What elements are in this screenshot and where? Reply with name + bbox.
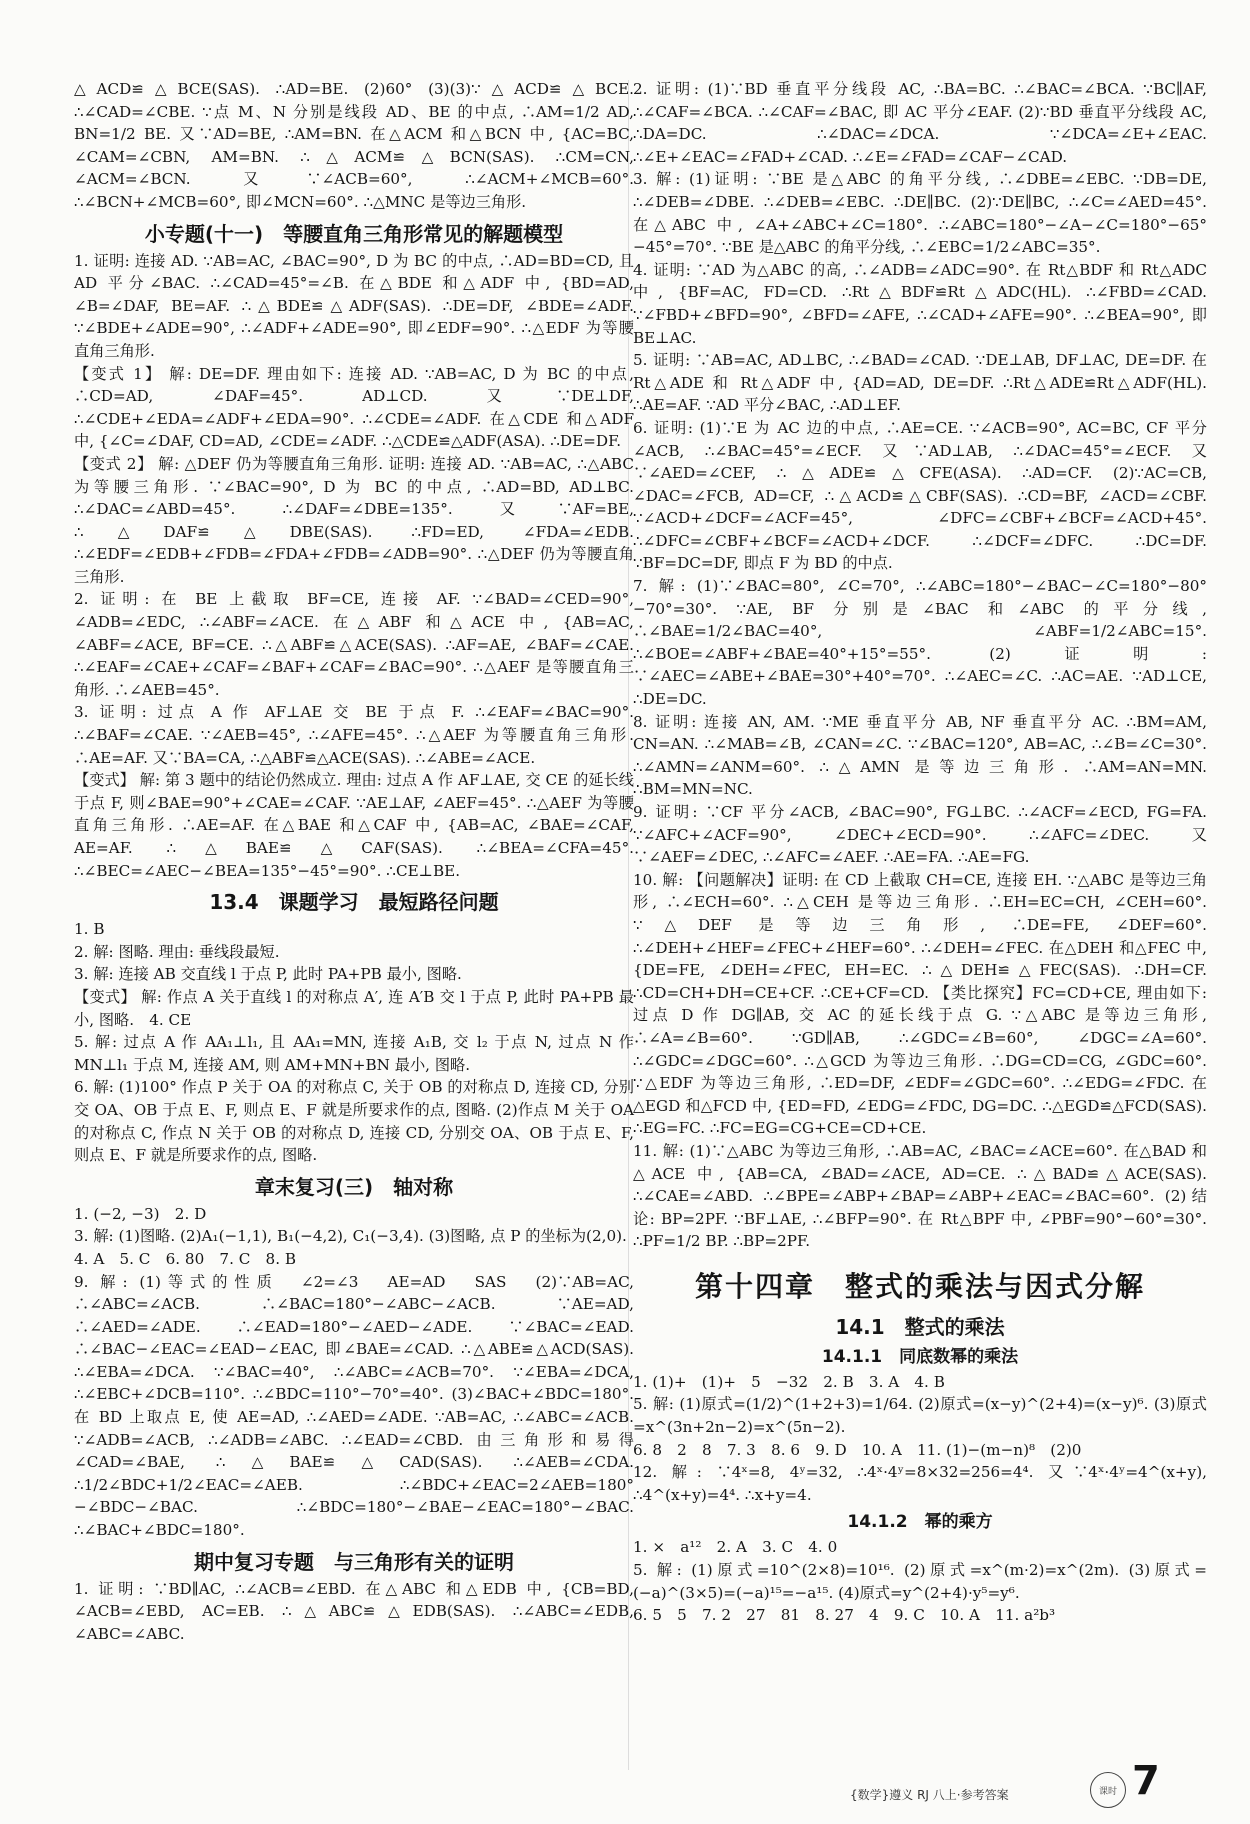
answer-paragraph: 1. B [74,920,105,939]
answer-paragraph: 5. 解: 过点 A 作 AA₁⊥l₁, 且 AA₁=MN, 连接 A₁B, 交 l₂ 于点 N, 过点 N 作 MN⊥l₁ 于点 M, 连接 AM, 则 AM+MN+BN 最小, 图略. [74,1033,634,1074]
answer-paragraph: 3. 解: 连接 AB 交直线 l 于点 P, 此时 PA+PB 最小, 图略. [74,965,462,984]
answer-paragraph: 2. 解: 图略. 理由: 垂线段最短. [74,942,280,961]
answer-paragraph: 9. 解: (1)等式的性质 ∠2=∠3 AE=AD SAS (2)∵AB=AC, ∴∠ABC=∠ACB. ∴∠BAC=180°−∠ABC−∠ACB. ∵AE=AD, ∴∠AED=∠ADE. ∴∠EAD=180°−∠AED−∠ADE. ∵∠BAC=∠EAD. ∴∠BAC−∠EAC=∠EAD−∠EAC, 即∠BAE=∠CAD. ∴△ABE≌△ACD(SAS). ∴∠EBA=∠DCA. ∵∠BAC=40°, ∴∠ABC=∠ACB=70°. ∵∠EBA=∠DCA, ∴∠EBC+∠DCB=110°. ∴∠BDC=110°−70°=40°. (3)∠BAC+∠BDC=180°. 在 BD 上取点 E, 使 AE=AD, ∴∠AED=∠ADE. ∵AB=AC, ∴∠ABC=∠ACB. ∵∠ADB=∠ACB, ∴∠ADB=∠ABC. ∴∠EAD=∠CBD. 由三角形和易得∠CAD=∠BAE, ∴△BAE≌△CAD(SAS). ∴∠AEB=∠CDA. ∴1/2∠BDC+1/2∠EAC=∠AEB. ∴∠BDC+∠EAC=2∠AEB=180°−∠BDC−∠BAC. ∴∠BDC=180°−∠BAE−∠EAC=180°−∠BAC. ∴∠BAC+∠BDC=180°. [74,1272,634,1540]
section-heading: 13.4 课题学习 最短路径问题 [209,890,499,915]
answer-paragraph: 3. 解: (1)图略. (2)A₁(−1,1), B₁(−4,2), C₁(−3,4). (3)图略, 点 P 的坐标为(2,0). [74,1227,627,1246]
answer-paragraph: 12. 解: ∵4ˣ=8, 4ʸ=32, ∴4ˣ·4ʸ=8×32=256=4⁴. 又∵4ˣ·4ʸ=4^(x+y), ∴4^(x+y)=4⁴. ∴x+y=4. [633,1463,1207,1504]
section-heading: 章末复习(三) 轴对称 [254,1174,454,1199]
answer-paragraph: 3. 解: (1)证明: ∵BE 是△ABC 的角平分线, ∴∠DBE=∠EBC. ∵DB=DE, ∴∠DEB=∠DBE. ∴∠DEB=∠EBC. ∴DE∥BC. (2)∵DE∥BC, ∴∠C=∠AED=45°. 在△ABC 中, ∠A+∠ABC+∠C=180°. ∴∠ABC=180°−∠A−∠C=180°−65°−45°=70°. ∵BE 是△ABC 的角平分线, ∴∠EBC=1/2∠ABC=35°. [633,170,1207,257]
answer-paragraph: 【变式 1】 解: DE=DF. 理由如下: 连接 AD. ∵AB=AC, D 为 BC 的中点, ∴CD=AD, ∠DAF=45°. AD⊥CD. 又∵DE⊥DF, ∴∠CDE+∠EDA=∠ADF+∠EDA=90°. ∴∠CDE=∠ADF. 在△CDE 和△ADF 中, {∠C=∠DAF, CD=AD, ∠CDE=∠ADF. ∴△CDE≌△ADF(ASA). ∴DE=DF. [74,364,634,451]
answer-paragraph: 1. (1)+ (1)+ 5 −32 2. B 3. A 4. B [633,1372,945,1391]
answer-paragraph: 10. 解: 【问题解决】证明: 在 CD 上截取 CH=CE, 连接 EH. ∵△ABC 是等边三角形, ∴∠ECH=60°. ∴△CEH 是等边三角形. ∴EH=EC=CH, ∠CEH=60°. ∵△DEF 是等边三角形, ∴DE=FE, ∠DEF=60°. ∴∠DEH+∠HEF=∠FEC+∠HEF=60°. ∴∠DEH=∠FEC. 在△DEH 和△FEC 中, {DE=FE, ∠DEH=∠FEC, EH=EC. ∴△DEH≌△FEC(SAS). ∴DH=CF. ∴CD=CH+DH=CE+CF. ∴CE+CF=CD. 【类比探究】FC=CD+CE, 理由如下: 过点 D 作 DG∥AB, 交 AC 的延长线于点 G. ∵△ABC 是等边三角形, ∴∠A=∠B=60°. ∵GD∥AB, ∴∠GDC=∠B=60°, ∠DGC=∠A=60°. ∴∠GDC=∠DGC=60°. ∴△GCD 为等边三角形. ∴DG=CD=CG, ∠GDC=60°. ∵△EDF 为等边三角形, ∴ED=DF, ∠EDF=∠GDC=60°. ∴∠EDG=∠FDC. 在△EGD 和△FCD 中, {ED=FD, ∠EDG=∠FDC, DG=DC. ∴△EGD≌△FCD(SAS). ∴EG=FC. ∴FC=EG=CG+CE=CD+CE. [633,870,1207,1138]
answer-paragraph: 1. 证明: 连接 AD. ∵AB=AC, ∠BAC=90°, D 为 BC 的中点, ∴AD=BD=CD, 且 AD 平分∠BAC. ∴∠CAD=45°=∠B. 在△BDE 和△ADF 中, {BD=AD, ∠B=∠DAF, BE=AF. ∴△BDE≌△ADF(SAS). ∴DE=DF, ∠BDE=∠ADF. ∵∠BDE+∠ADE=90°, ∴∠ADF+∠ADE=90°, 即∠EDF=90°. ∴△EDF 为等腰直角三角形. [74,251,634,360]
answer-paragraph: 6. 8 2 8 7. 3 8. 6 9. D 10. A 11. (1)−(m−n)⁸ (2)0 [633,1440,1082,1459]
answer-paragraph: 8. 证明: 连接 AN, AM. ∵ME 垂直平分 AB, NF 垂直平分 AC. ∴BM=AM, CN=AN. ∴∠MAB=∠B, ∠CAN=∠C. ∵∠BAC=120°, AB=AC, ∴∠B=∠C=30°. ∴∠AMN=∠ANM=60°. ∴△AMN 是等边三角形. ∴AM=AN=MN. ∴BM=MN=NC. [633,712,1207,799]
answer-paragraph: 1. (−2, −3) 2. D [74,1204,207,1223]
answer-paragraph: 9. 证明: ∵CF 平分∠ACB, ∠BAC=90°, FG⊥BC. ∴∠ACF=∠ECD, FG=FA. ∵∠AFC+∠ACF=90°, ∠DEC+∠ECD=90°. ∴∠AFC=∠DEC. 又∵∠AEF=∠DEC, ∴∠AFC=∠AEF. ∴AE=FA. ∴AE=FG. [633,803,1207,867]
answer-paragraph: 2. 证明: (1)∵BD 垂直平分线段 AC, ∴BA=BC. ∴∠BAC=∠BCA. ∵BC∥AF, ∴∠CAF=∠BCA. ∴∠CAF=∠BAC, 即 AC 平分∠EAF. (2)∵BD 垂直平分线段 AC, ∴DA=DC. ∴∠DAC=∠DCA. ∵∠DCA=∠E+∠EAC. ∴∠E+∠EAC=∠FAD+∠CAD. ∴∠E=∠FAD=∠CAF−∠CAD. [633,80,1207,166]
answer-paragraph: 5. 解: (1)原式=10^(2×8)=10¹⁶. (2)原式=x^(m·2)=x^(2m). (3)原式=(−a)^(3×5)=(−a)¹⁵=−a¹⁵. (4)原式=y^(2+4)·y⁵=y⁶. [633,1561,1207,1602]
answer-paragraph: 【变式 2】 解: △DEF 仍为等腰直角三角形. 证明: 连接 AD. ∵AB=AC, ∴△ABC 为等腰三角形. ∵∠BAC=90°, D 为 BC 的中点, ∴AD=BD, AD⊥BC. ∴∠DAC=∠ABD=45°. ∴∠DAF=∠DBE=135°. 又∵AF=BE, ∴△DAF≌△DBE(SAS). ∴FD=ED, ∠FDA=∠EDB. ∴∠EDF=∠EDB+∠FDB=∠FDA+∠FDB=∠ADB=90°. ∴△DEF 仍为等腰直角三角形. [74,454,634,586]
right-column [633,78,1207,1627]
page-number: 7 [1132,1758,1160,1804]
answer-paragraph: 11. 解: (1)∵△ABC 为等边三角形, ∴AB=AC, ∠BAC=∠ACE=60°. 在△BAD 和△ACE 中, {AB=CA, ∠BAD=∠ACE, AD=CE. ∴△BAD≌△ACE(SAS). ∴∠CAE=∠ABD. ∴∠BPE=∠ABP+∠BAP=∠ABP+∠EAC=∠BAC=60°. (2)结论: BP=2PF. ∵BF⊥AE, ∴∠BFP=90°. 在 Rt△BPF 中, ∠PBF=90°−60°=30°. ∴PF=1/2 BP. ∴BP=2PF. [633,1141,1207,1251]
section-heading: 14.1.2 幂的乘方 [847,1512,993,1533]
answer-paragraph: 6. 5 5 7. 2 27 81 8. 27 4 9. C 10. A 11. a²b³ [633,1606,1056,1625]
section-heading: 期中复习专题 与三角形有关的证明 [194,1549,514,1574]
answer-paragraph: 2. 证明: 在 BE 上截取 BF=CE, 连接 AF. ∵∠BAD=∠CED=90°, ∠ADB=∠EDC, ∴∠ABF=∠ACE. 在△ABF 和△ACE 中, {AB=AC, ∠ABF=∠ACE, BF=CE. ∴△ABF≌△ACE(SAS). ∴AF=AE, ∠BAF=∠CAE. ∴∠EAF=∠CAE+∠CAF=∠BAF+∠CAF=∠BAC=90°. ∴△AEF 是等腰直角三角形. ∴∠AEB=45°. [74,590,634,699]
answer-paragraph: 1. × a¹² 2. A 3. C 4. 0 [633,1538,838,1557]
answer-paragraph: 【变式】 解: 第 3 题中的结论仍然成立. 理由: 过点 A 作 AF⊥AE, 交 CE 的延长线于点 F, 则∠BAE=90°+∠CAE=∠CAF. ∵AE⊥AF, ∠AEF=45°. ∴△AEF 为等腰直角三角形. ∴AE=AF. 在△BAE 和△CAF 中, {AB=AC, ∠BAE=∠CAF, AE=AF. ∴△BAE≌△CAF(SAS). ∴∠BEA=∠CFA=45°. ∴∠BEC=∠AEC−∠BEA=135°−45°=90°. ∴CE⊥BE. [74,771,634,880]
answer-paragraph: 1. 证明: ∵BD∥AC, ∴∠ACB=∠EBD. 在△ABC 和△EDB 中, {CB=BD, ∠ACB=∠EBD, AC=EB. ∴△ABC≌△EDB(SAS). ∴∠ABC=∠EDB, ∠ABC=∠ABC. [74,1579,634,1643]
answer-paragraph: 4. 证明: ∵AD 为△ABC 的高, ∴∠ADB=∠ADC=90°. 在 Rt△BDF 和 Rt△ADC 中, {BF=AC, FD=CD. ∴Rt△BDF≌Rt△ADC(HL). ∴∠FBD=∠CAD. ∵∠FBD+∠BFD=90°, ∠BFD=∠AFE, ∴∠CAD+∠AFE=90°. ∴∠BEA=90°, 即 BE⊥AC. [633,260,1207,347]
section-heading: 小专题(十一) 等腰直角三角形常见的解题模型 [144,221,564,246]
answer-paragraph: 【变式】 解: 作点 A 关于直线 l 的对称点 A′, 连 A′B 交 l 于点 P, 此时 PA+PB 最小, 图略. 4. CE [74,987,634,1029]
section-heading: 14.1.1 同底数幂的乘法 [821,1346,1019,1367]
answer-paragraph: 3. 证明: 过点 A 作 AF⊥AE 交 BE 于点 F. ∴∠EAF=∠BAC=90°. ∴∠BAF=∠CAE. ∵∠AEB=45°, ∴∠AFE=45°. ∴△AEF 为等腰直角三角形. ∴AE=AF. 又∵BA=CA, ∴△ABF≌△ACE(SAS). ∴∠ABE=∠ACE. [74,703,634,767]
publisher-logo: 课时 [1090,1772,1126,1808]
section-heading: 第十四章 整式的乘法与因式分解 [694,1269,1145,1303]
answer-paragraph: 5. 证明: ∵AB=AC, AD⊥BC, ∴∠BAD=∠CAD. ∵DE⊥AB, DF⊥AC, DE=DF. 在 Rt△ADE 和 Rt△ADF 中, {AD=AD, DE=DF. ∴Rt△ADE≌Rt△ADF(HL). ∴AE=AF. ∵AD 平分∠BAC, ∴AD⊥EF. [633,351,1207,415]
answer-paragraph: 7. 解: (1)∵∠BAC=80°, ∠C=70°, ∴∠ABC=180°−∠BAC−∠C=180°−80°−70°=30°. ∵AE, BF 分别是∠BAC 和∠ABC 的平分线, ∴∠BAE=1/2∠BAC=40°, ∠ABF=1/2∠ABC=15°. ∴∠BOE=∠ABF+∠BAE=40°+15°=55°. (2)证明: ∵∠AEC=∠ABE+∠BAE=30°+40°=70°. ∴∠AEC=∠C. ∴AC=AE. ∵AD⊥CE, ∴DE=DC. [633,577,1207,709]
answer-paragraph: △ACD≌△BCE(SAS). ∴AD=BE. (2)60° (3)(3)∵△ACD≌△BCE. ∴∠CAD=∠CBE. ∵点 M、N 分别是线段 AD、BE 的中点, ∴AM=1/2 AD, BN=1/2 BE. 又∵AD=BE, ∴AM=BN. 在△ACM 和△BCN 中, {AC=BC, ∠CAM=∠CBN, AM=BN. ∴△ACM≌△BCN(SAS). ∴CM=CN, ∠ACM=∠BCN. 又∵∠ACB=60°, ∴∠ACM+∠MCB=60°. ∴∠BCN+∠MCB=60°, 即∠MCN=60°. ∴△MNC 是等边三角形. [74,80,634,211]
answer-paragraph: 4. A 5. C 6. 80 7. C 8. B [74,1249,297,1268]
answer-paragraph: 6. 证明: (1)∵E 为 AC 边的中点, ∴AE=CE. ∵∠ACB=90°, AC=BC, CF 平分∠ACB, ∴∠BAC=45°=∠ECF. 又∵AD⊥AB, ∴∠DAC=45°=∠ECF. 又∵∠AED=∠CEF, ∴△ADE≌△CFE(ASA). ∴AD=CF. (2)∵AC=CB, ∠DAC=∠FCB, AD=CF, ∴△ACD≌△CBF(SAS). ∴CD=BF, ∠ACD=∠CBF. ∵∠ACD+∠DCF=∠ACF=45°, ∠DFC=∠CBF+∠BCF=∠ACD+45°. ∴∠DFC=∠CBF+∠BCF=∠ACD+∠DCF. ∴∠DCF=∠DFC. ∴DC=DF. ∵BF=DC=DF, 即点 F 为 BD 的中点. [633,418,1207,573]
footer-text: {数学}遵义 RJ 八上·参考答案 [850,1788,1009,1802]
left-column [74,78,634,1645]
answer-paragraph: 6. 解: (1)100° 作点 P 关于 OA 的对称点 C, 关于 OB 的对称点 D, 连接 CD, 分别交 OA、OB 于点 E、F, 则点 E、F 就是所要求作的点, 图略. (2)作点 M 关于 OA 的对称点 C, 作点 N 关于 OB 的对称点 D, 连接 CD, 分别交 OA、OB 于点 E、F, 则点 E、F 就是所要求作的点, 图略. [74,1078,634,1165]
answer-paragraph: 5. 解: (1)原式=(1/2)^(1+2+3)=1/64. (2)原式=(x−y)^(2+4)=(x−y)⁶. (3)原式=x^(3n+2n−2)=x^(5n−2). [633,1395,1207,1437]
section-heading: 14.1 整式的乘法 [835,1314,1005,1339]
